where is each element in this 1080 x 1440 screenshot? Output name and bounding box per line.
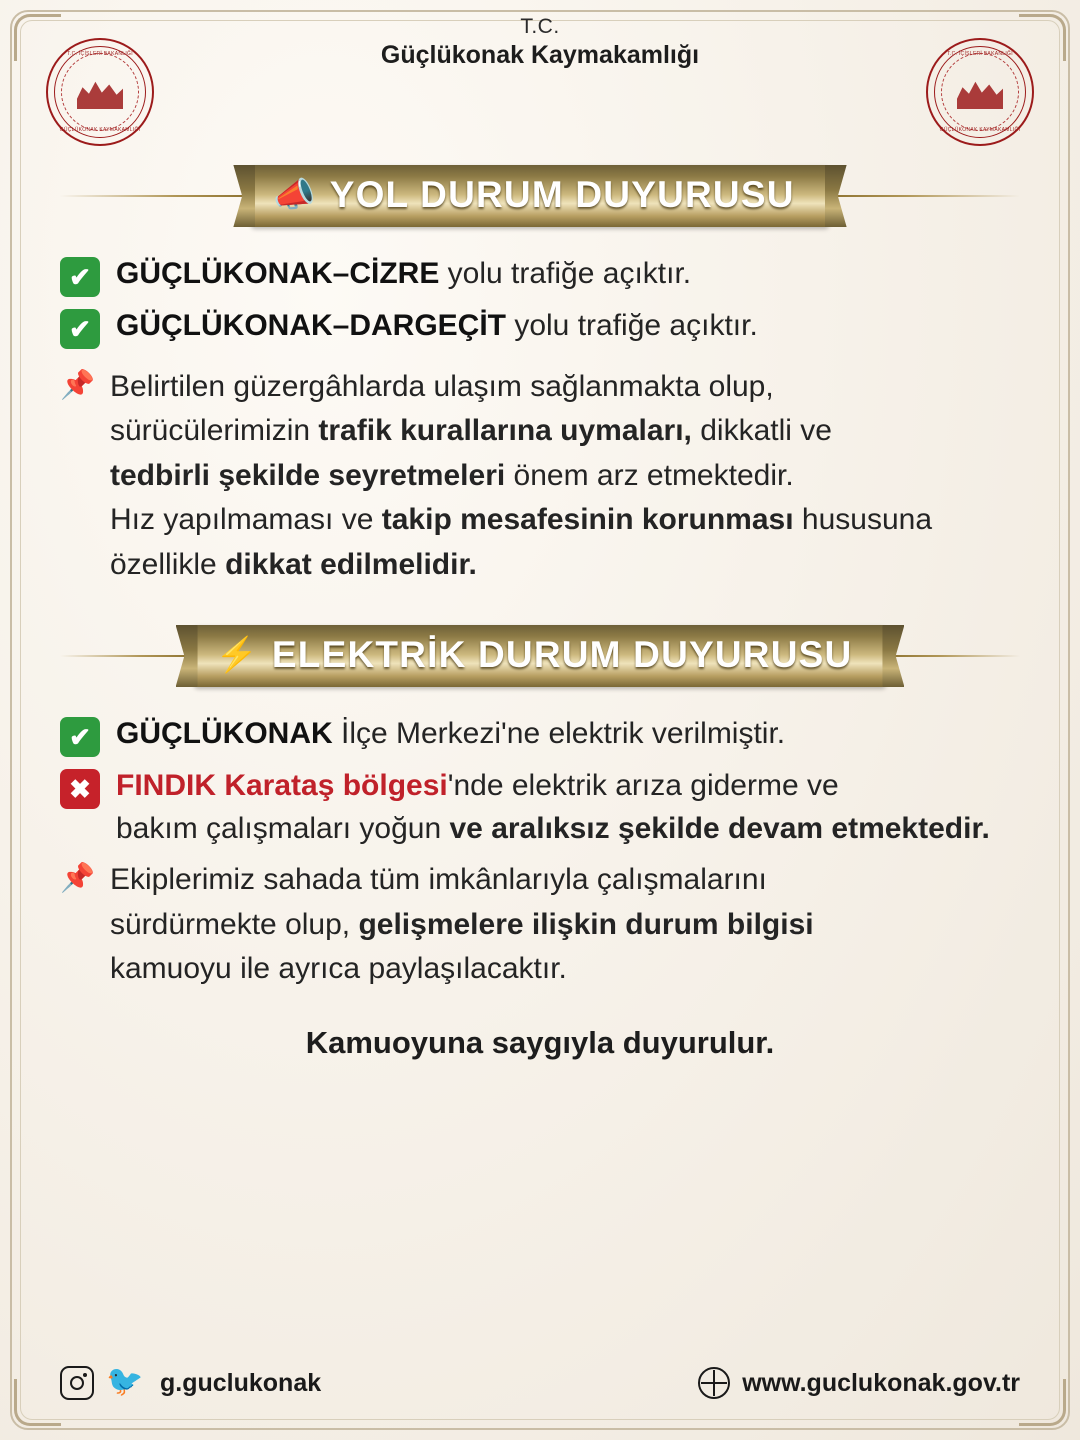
- banner-rule-right: [829, 195, 1020, 197]
- electric-note-line2b: gelişmelere ilişkin durum bilgisi: [358, 907, 814, 941]
- road-note: [60, 365, 1020, 587]
- seal-text-top: T.C. İÇİŞLERİ BAKANLIĞI: [947, 51, 1013, 57]
- road-note-line1: Belirtilen güzergâhlarda ulaşım sağlanmakta olup,: [110, 370, 774, 403]
- banner-rule-left: [60, 195, 251, 197]
- list-item: [60, 305, 1020, 349]
- road-note-text: [110, 365, 932, 587]
- electric-fault-line2a: bakım çalışmaları yoğun: [116, 811, 450, 845]
- road-banner-title: YOL DURUM DUYURUSU: [329, 174, 795, 215]
- road-item-text: [116, 305, 758, 348]
- electric-note-line2a: sürdürmekte olup,: [110, 907, 359, 941]
- header-line-office: Güçlükonak Kaymakamlığı: [380, 41, 700, 70]
- megaphone-icon: 📣: [273, 176, 316, 214]
- list-item: [60, 253, 1020, 297]
- seal-text-top: T.C. İÇİŞLERİ BAKANLIĞI: [67, 51, 133, 57]
- road-note-line4c: hususuna: [793, 503, 933, 537]
- electric-banner-title: ELEKTRİK DURUM DUYURUSU: [271, 633, 853, 675]
- road-note-line2b: trafik kurallarına uymaları,: [318, 414, 692, 448]
- pushpin-icon: 📌: [60, 369, 95, 400]
- corner-ornament-bottom-left: [14, 1379, 61, 1426]
- road-item-status: yolu trafiğe açıktır.: [439, 257, 692, 290]
- road-note-line2a: sürücülerimizin: [110, 414, 319, 448]
- road-note-line5a: özellikle: [110, 547, 226, 581]
- road-section-banner: [60, 165, 1020, 227]
- check-icon: ✔: [60, 717, 100, 757]
- pushpin-icon: 📌: [60, 862, 95, 894]
- spacer: [60, 227, 1020, 253]
- road-note-line4b: takip mesafesinin korunması: [381, 503, 794, 537]
- electric-fault-line1: 'nde elektrik arıza giderme ve: [447, 768, 839, 802]
- electric-item-area: GÜÇLÜKONAK: [116, 716, 333, 750]
- cross-icon: ✖: [60, 769, 100, 809]
- electric-fault-text: [116, 765, 990, 850]
- electric-fault-item: [60, 765, 1020, 850]
- electric-note: [60, 858, 1020, 991]
- social-links[interactable]: [60, 1366, 321, 1400]
- banner-rule-right: [886, 655, 1020, 657]
- spacer: [60, 595, 1020, 625]
- website-link[interactable]: [698, 1367, 1020, 1399]
- page-header: [0, 14, 1080, 72]
- road-note-line3a: tedbirli şekilde seyretmeleri: [110, 458, 506, 492]
- lightning-bolt-icon: ⚡: [215, 635, 258, 674]
- website-url[interactable]: www.guclukonak.gov.tr: [742, 1368, 1020, 1397]
- electric-item-text: [116, 713, 785, 756]
- corner-ornament-bottom-right: [1019, 1379, 1066, 1426]
- closing-statement: Kamuoyuna saygıyla duyurulur.: [305, 1025, 775, 1061]
- electric-fault-line2b: ve aralıksız şekilde devam etmektedir.: [449, 811, 990, 845]
- road-item-text: [116, 253, 691, 296]
- road-item-route: GÜÇLÜKONAK–CİZRE: [116, 257, 440, 290]
- road-item-status: yolu trafiğe açıktır.: [506, 309, 758, 342]
- banner-rule-left: [60, 655, 194, 657]
- electric-note-text: [110, 858, 814, 991]
- electric-fault-area: FINDIK Karataş bölgesi: [116, 768, 448, 802]
- road-item-route: GÜÇLÜKONAK–DARGEÇİT: [116, 309, 506, 342]
- seal-text-bottom: GÜÇLÜKONAK KAYMAKAMLIĞI: [939, 127, 1021, 133]
- electric-banner: [194, 625, 887, 687]
- road-banner: [251, 165, 828, 227]
- twitter-icon[interactable]: 🐦: [106, 1365, 144, 1398]
- electric-note-line1: Ekiplerimiz sahada tüm imkânlarıyla çalışmalarını: [110, 863, 767, 897]
- list-item: [60, 713, 1020, 757]
- road-note-line2c: dikkatli ve: [691, 414, 832, 448]
- electric-item-status: İlçe Merkezi'ne elektrik verilmiştir.: [332, 716, 786, 750]
- poster-content: [60, 165, 1020, 1061]
- check-icon: ✔: [60, 257, 100, 297]
- page-footer: [60, 1366, 1020, 1400]
- road-note-line5b: dikkat edilmelidir.: [225, 547, 477, 581]
- electric-note-line3: kamuoyu ile ayrıca paylaşılacaktır.: [110, 951, 567, 985]
- road-note-line4a: Hız yapılmaması ve: [110, 503, 382, 537]
- spacer: [60, 687, 1020, 713]
- instagram-icon[interactable]: [60, 1366, 94, 1400]
- header-line-tc: T.C.: [520, 15, 560, 38]
- social-handle[interactable]: g.guclukonak: [160, 1368, 322, 1397]
- globe-icon: [698, 1367, 730, 1399]
- road-note-line3b: önem arz etmektedir.: [505, 458, 794, 492]
- electric-section-banner: [60, 625, 1020, 687]
- seal-text-bottom: GÜÇLÜKONAK KAYMAKAMLIĞI: [59, 127, 141, 133]
- check-icon: ✔: [60, 309, 100, 349]
